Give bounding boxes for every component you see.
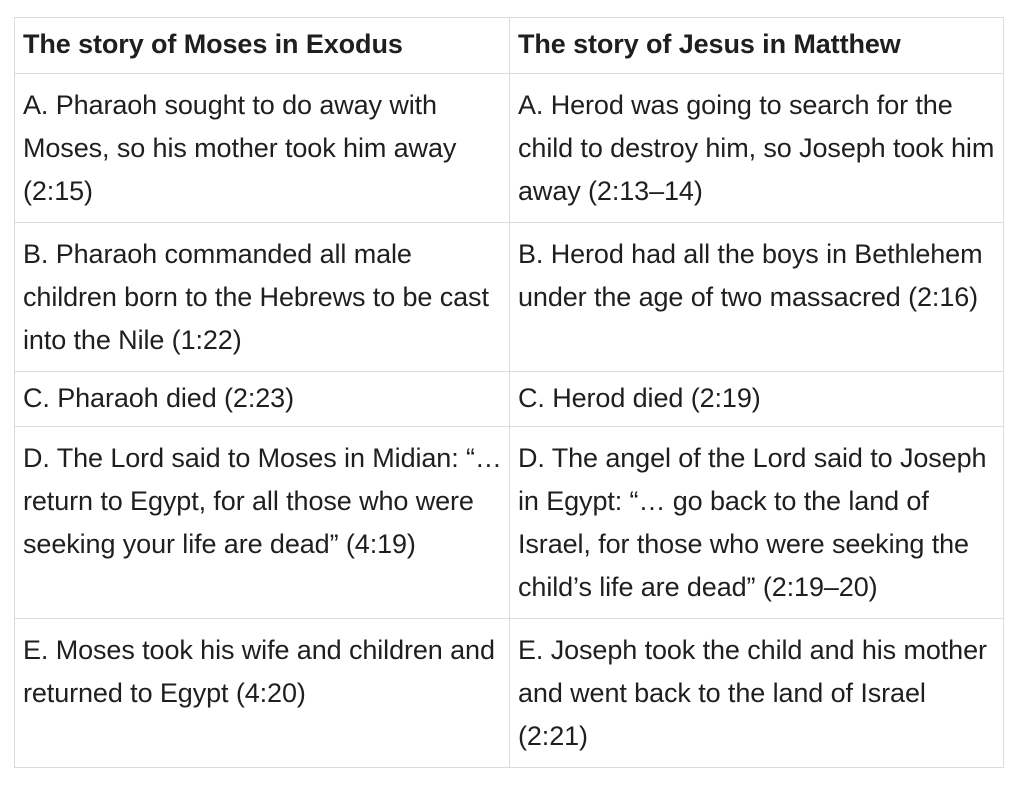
table-row [15,372,1004,427]
moses-cell: B. Pharaoh commanded all male children born to the Hebrews to be cast into the Nile (1:22) [15,223,510,372]
jesus-cell: A. Herod was going to search for the child to destroy him, so Joseph took him away (2:13–14) [510,74,1004,223]
moses-cell: D. The Lord said to Moses in Midian: “… return to Egypt, for all those who were seeking your life are dead” (4:19) [15,427,510,619]
table-body [15,74,1004,768]
table-row [15,223,1004,372]
moses-cell: E. Moses took his wife and children and returned to Egypt (4:20) [15,619,510,768]
header-row [15,18,1004,74]
header-moses-exodus: The story of Moses in Exodus [15,18,510,74]
table-row [15,619,1004,768]
moses-cell: A. Pharaoh sought to do away with Moses, so his mother took him away (2:15) [15,74,510,223]
moses-cell: C. Pharaoh died (2:23) [15,372,510,427]
header-jesus-matthew: The story of Jesus in Matthew [510,18,1004,74]
table-row [15,74,1004,223]
table-header [15,18,1004,74]
table-row [15,427,1004,619]
jesus-cell: B. Herod had all the boys in Bethlehem under the age of two massacred (2:16) [510,223,1004,372]
jesus-cell: C. Herod died (2:19) [510,372,1004,427]
jesus-cell: D. The angel of the Lord said to Joseph in Egypt: “… go back to the land of Israel, for those who were seeking the child’s life are dead” (2:19–20) [510,427,1004,619]
comparison-table [14,17,1004,768]
jesus-cell: E. Joseph took the child and his mother and went back to the land of Israel (2:21) [510,619,1004,768]
